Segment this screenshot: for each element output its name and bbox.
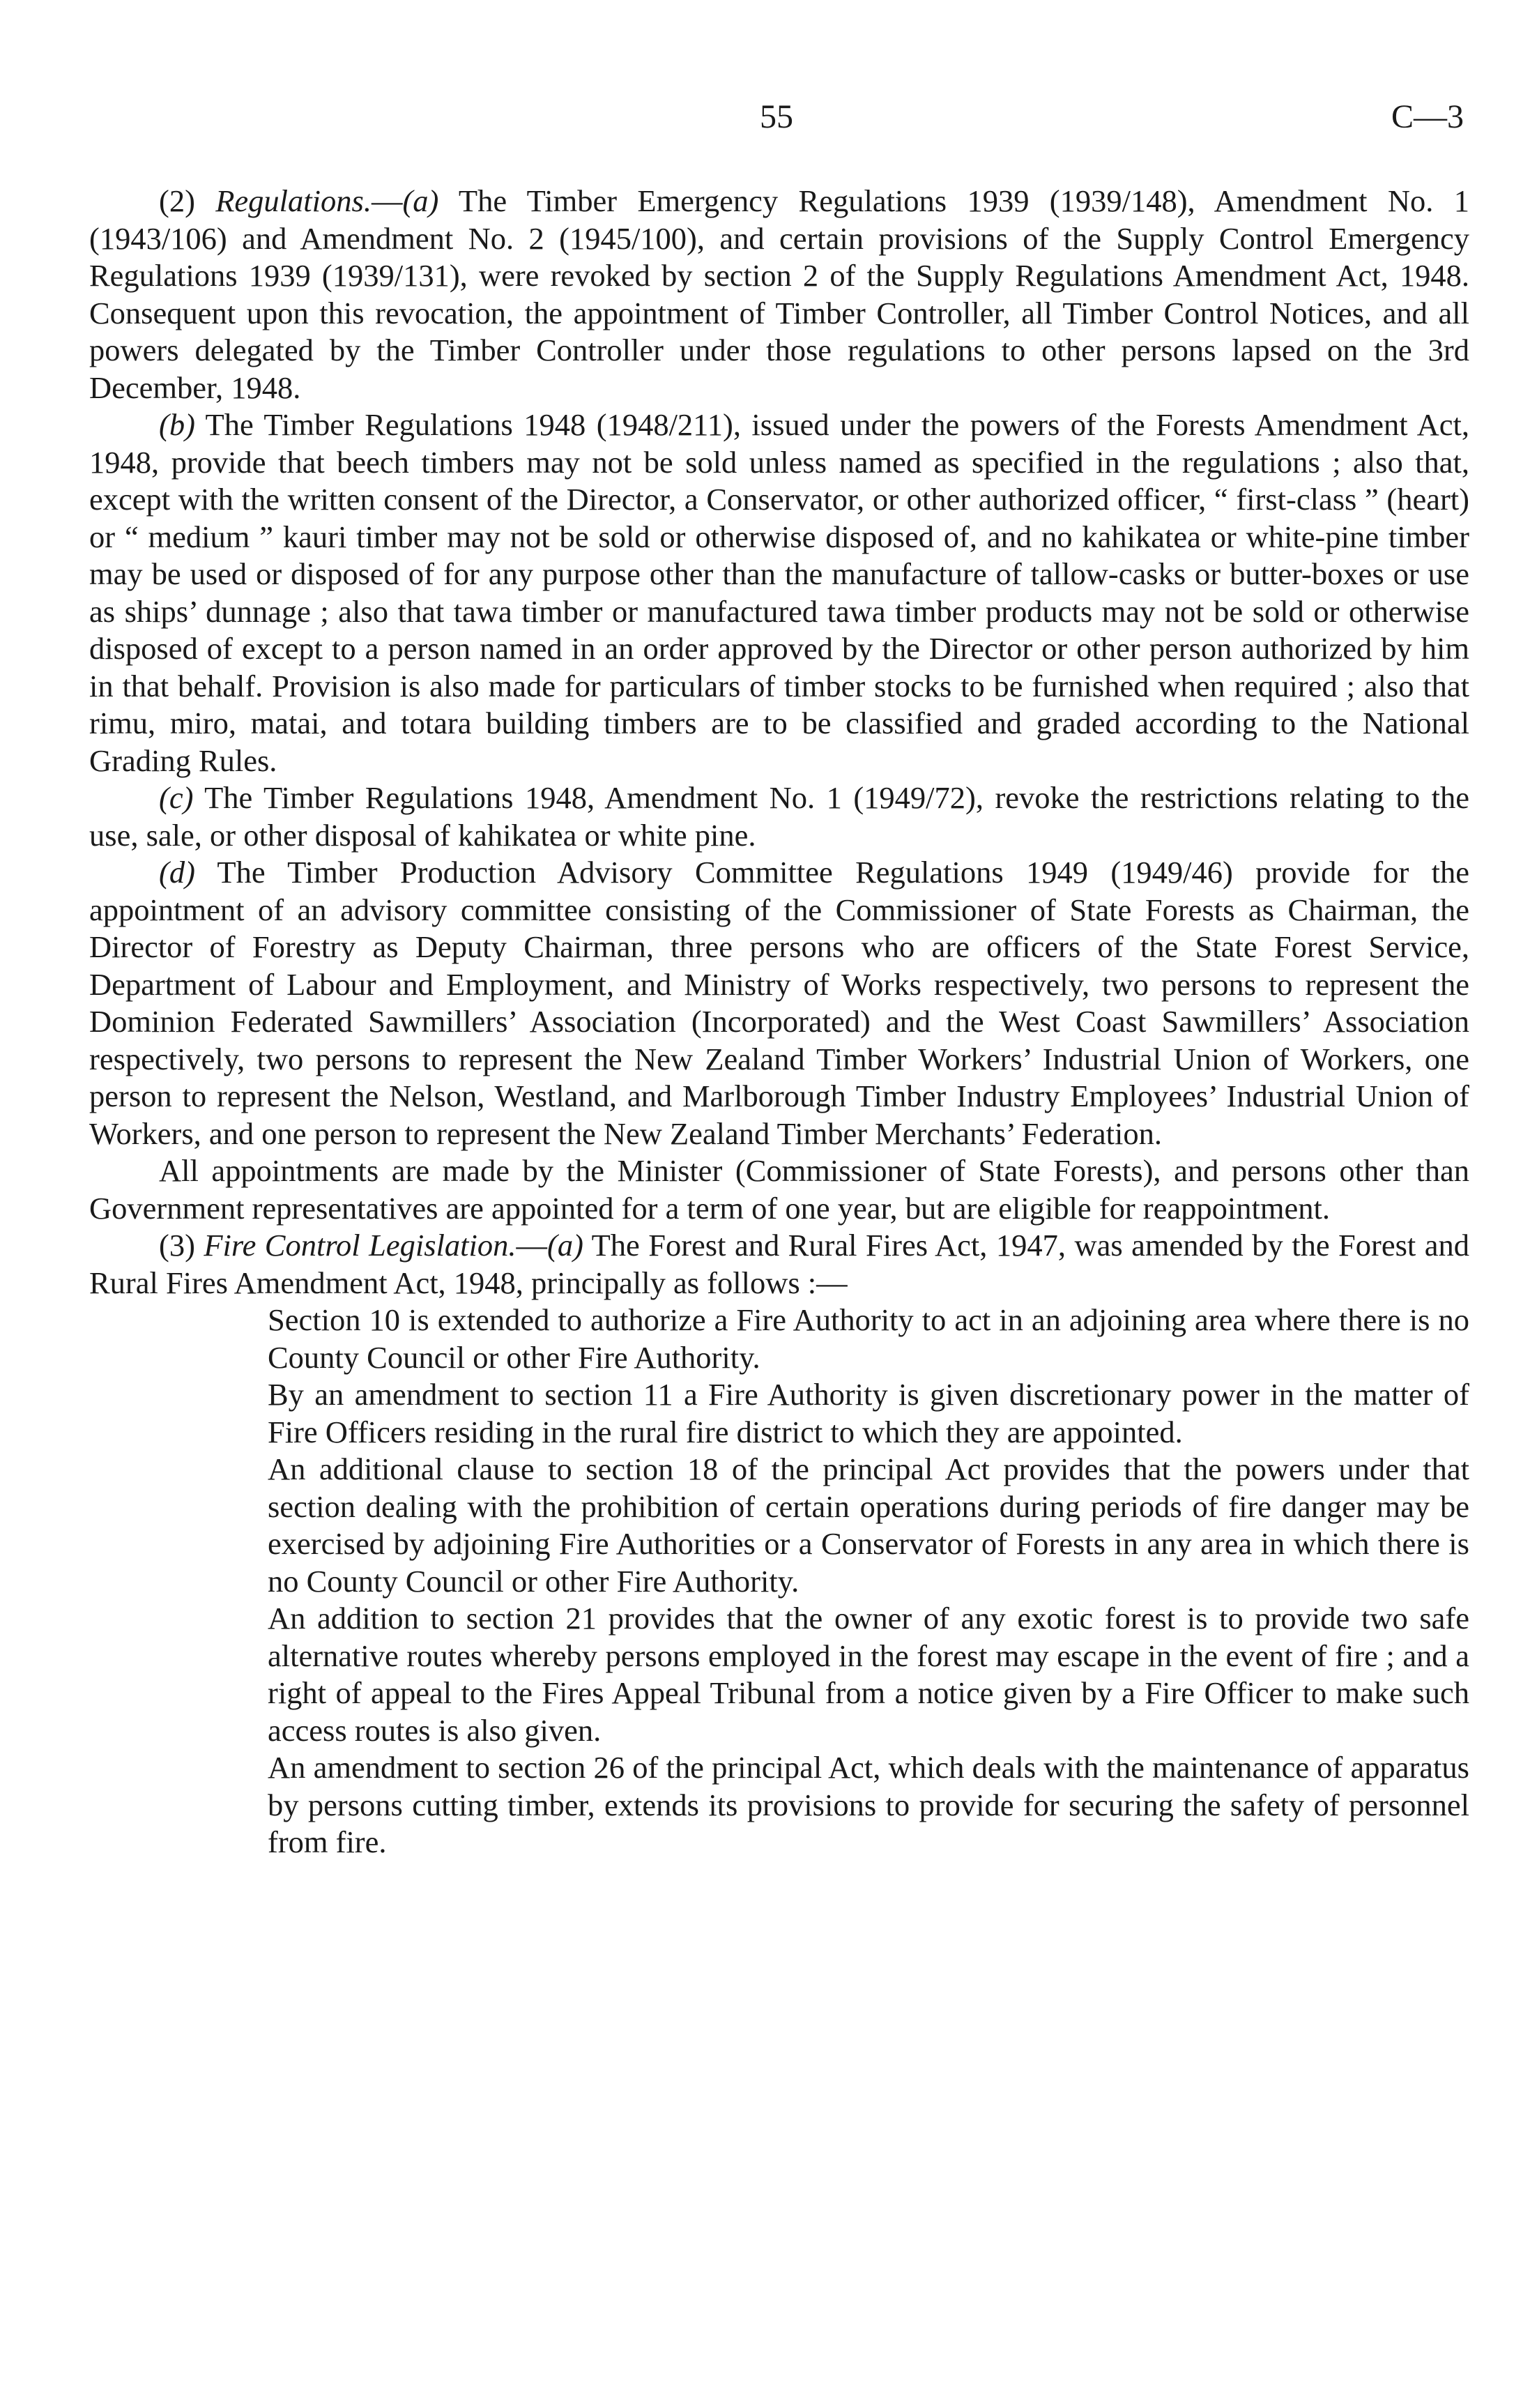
list-item: By an amendment to section 11 a Fire Authority is given discretionary power in the matter of Fire Officers residing in the rural fire district to which they are appointed. bbox=[268, 1377, 1469, 1449]
fire-control-paragraph-a: (3) Fire Control Legislation.—(a) The Forest and Rural Fires Act, 1947, was amended by the Forest and Rural Fires Amendment Act, 1948, principally as follows :— bbox=[89, 1228, 1470, 1300]
regulations-paragraph-b bbox=[89, 406, 1469, 779]
section-number: (3) bbox=[159, 1228, 195, 1263]
clause-label: (c) bbox=[159, 780, 194, 815]
clause-label: (d) bbox=[159, 855, 195, 890]
clause-text: The Forest and Rural Fires Act, 1947, was amended by the Forest and Rural Fires Amendment Act, 1948, principally as follows :— bbox=[89, 1228, 1470, 1300]
appointments-paragraph: All appointments are made by the Minister (Commissioner of State Forests), and persons other than Government representatives are appointed for a term of one year, but are eligible for reappointment. bbox=[89, 1153, 1469, 1226]
clause-label: (a) bbox=[547, 1228, 583, 1263]
page-number: 55 bbox=[760, 98, 793, 135]
clause-text: The Timber Emergency Regulations 1939 (1939/148), Amendment No. 1 (1943/106) and Amendment No. 2 (1945/100), and certain provisions of the Supply Control Emergency Regulations 1939 (1939/131), were revoked by section 2 of the Supply Regulations Amendment Act, 1948. Consequent upon this revocation, the appointment of Timber Controller, all Timber Control Notices, and all powers delegated by the Timber Controller under those regulations to other persons lapsed on the 3rd December, 1948. bbox=[89, 183, 1469, 405]
list-item: An additional clause to section 18 of the principal Act provides that the powers under that section dealing with the prohibition of certain operations during periods of fire danger may be exercised by adjoining Fire Authorities or a Conservator of Forests in any area in which there is no County Council or other Fire Authority. bbox=[268, 1451, 1469, 1599]
body-text bbox=[89, 183, 1469, 1861]
regulations-paragraph-c bbox=[89, 779, 1469, 854]
section-heading: Regulations. bbox=[215, 183, 372, 218]
list-item: An addition to section 21 provides that the owner of any exotic forest is to provide two safe alternative routes whereby persons employed in the forest may escape in the event of fire ; and a right of appeal to the Fires Appeal Tribunal from a notice given by a Fire Officer to make such access routes is also given. bbox=[268, 1601, 1469, 1748]
list-item: An amendment to section 26 of the principal Act, which deals with the maintenance of apparatus by persons cutting timber, extends its provisions to provide for securing the safety of personnel from fire. bbox=[268, 1750, 1469, 1859]
section-number: (2) bbox=[159, 183, 195, 218]
clause-label: (a) bbox=[402, 183, 439, 218]
section-heading: Fire Control Legislation. bbox=[204, 1228, 517, 1263]
amendment-list bbox=[89, 1302, 1469, 1861]
document-reference: C—3 bbox=[1391, 98, 1464, 135]
regulations-paragraph-a: (2) Regulations.—(a) The Timber Emergency Regulations 1939 (1939/148), Amendment No. 1 (1943/106) and Amendment No. 2 (1945/100), and certain provisions of the Supply Control Emergency Regulations 1939 (1939/131), were revoked by section 2 of the Supply Regulations Amendment Act, 1948. Consequent upon this revocation, the appointment of Timber Controller, all Timber Control Notices, and all powers delegated by the Timber Controller under those regulations to other persons lapsed on the 3rd December, 1948. bbox=[89, 183, 1469, 405]
page-header bbox=[0, 89, 1530, 145]
clause-text: The Timber Regulations 1948, Amendment No. 1 (1949/72), revoke the restrictions relating to the use, sale, or other disposal of kahikatea or white pine. bbox=[89, 780, 1470, 853]
clause-text: The Timber Production Advisory Committee Regulations 1949 (1949/46) provide for the appointment of an advisory committee consisting of the Commissioner of State Forests as Chairman, the Director of Forestry as Deputy Chairman, three persons who are officers of the State Forest Service, Department of Labour and Employment, and Ministry of Works respectively, two persons to represent the Dominion Federated Sawmillers’ Association (Incorporated) and the West Coast Sawmillers’ Association respectively, two persons to represent the New Zealand Timber Workers’ Industrial Union of Workers, one person to represent the Nelson, Westland, and Marlborough Timber Industry Employees’ Industrial Union of Workers, and one person to represent the New Zealand Timber Merchants’ Federation. bbox=[89, 855, 1469, 1151]
clause-label: (b) bbox=[159, 407, 195, 442]
clause-text: The Timber Regulations 1948 (1948/211), issued under the powers of the Forests Amendment Act, 1948, provide that beech timbers may not be sold unless named as specified in the regulations ; also that, except with the written consent of the Director, a Conservator, or other authorized officer, “ first-class ” (heart) or “ medium ” kauri timber may not be sold or otherwise disposed of, and no kahikatea or white-pine timber may be used or disposed of for any purpose other than the manufacture of tallow-casks or butter-boxes or use as ships’ dunnage ; also that tawa timber or manufactured tawa timber products may not be sold or otherwise disposed of except to a person named in an order approved by the Director or other person authorized by him in that behalf. Provision is also made for particulars of timber stocks to be furnished when required ; also that rimu, miro, matai, and totara building timbers are to be classified and graded according to the National Grading Rules. bbox=[89, 407, 1469, 778]
list-item: Section 10 is extended to authorize a Fire Authority to act in an adjoining area where there is no County Council or other Fire Authority. bbox=[268, 1302, 1469, 1375]
regulations-paragraph-d bbox=[89, 854, 1469, 1152]
